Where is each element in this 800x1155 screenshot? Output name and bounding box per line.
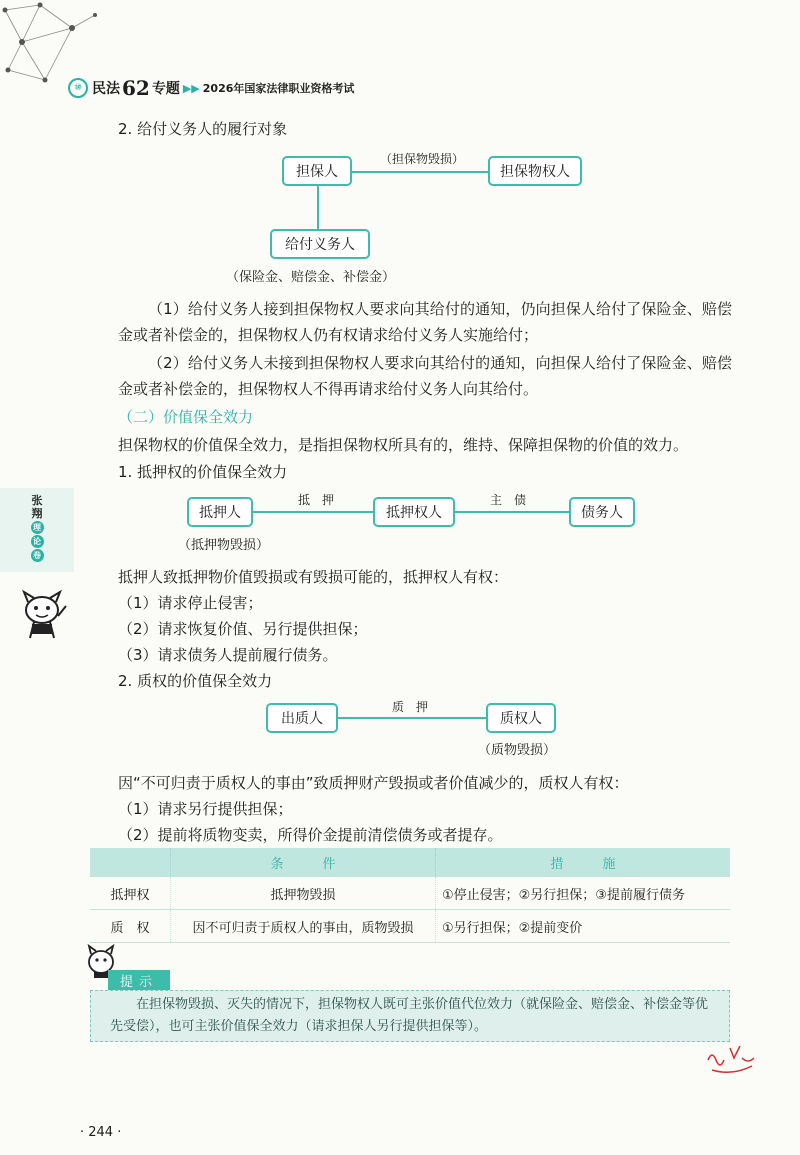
mortgagor-box: 抵押人 — [187, 497, 253, 527]
stamp-mark-icon — [700, 1040, 760, 1080]
main-debt-link-label: 主 债 — [490, 493, 527, 507]
section-heading: 2. 给付义务人的履行对象 — [118, 120, 288, 138]
diagram-connector — [454, 511, 570, 513]
table-cell: 抵押权 — [90, 877, 171, 910]
side-tab-badge: 理 — [31, 521, 44, 534]
debtor-box: 债务人 — [569, 497, 635, 527]
diagram-link-label: （担保物毁损） — [380, 152, 465, 166]
pledgor-box: 出质人 — [266, 703, 338, 733]
pledge-heading: 2. 质权的价值保全效力 — [118, 672, 273, 690]
paragraph: （2）给付义务人未接到担保物权人要求向其给付的通知，向担保人给付了保险金、赔偿金或者补偿金的，担保物权人不得再请求给付义务人向其给付。 — [118, 354, 732, 398]
payer-note: （保险金、赔偿金、补偿金） — [226, 270, 396, 285]
side-tab-char: 翔 — [31, 507, 43, 520]
header-badge-icon: ⑩ — [68, 78, 88, 98]
mortgage-heading: 1. 抵押权的价值保全效力 — [118, 463, 288, 481]
header-unit: 专题 — [151, 81, 180, 97]
tip-text: 在担保物毁损、灭失的情况下，担保物权人既可主张价值代位效力（就保险金、赔偿金、补偿金等优先受偿），也可主张价值保全效力（请求担保人另行提供担保等）。 — [110, 997, 709, 1034]
table-cell: 因不可归责于质权人的事由，质物毁损 — [171, 910, 436, 943]
header-title: 民法 — [92, 81, 120, 97]
table-cell: ①停止侵害；②另行担保；③提前履行债务 — [436, 877, 731, 910]
collateral-holder-box: 担保物权人 — [488, 156, 582, 186]
tip-label: 提示 — [108, 970, 170, 990]
mortgage-link-label: 抵 押 — [298, 493, 335, 507]
paragraph: （1）给付义务人接到担保物权人要求向其给付的通知，仍向担保人给付了保险金、赔偿金或者补偿金的，担保物权人仍有权请求给付义务人实施给付； — [118, 300, 732, 344]
table-header-row — [90, 848, 730, 877]
pledge-link-label: 质 押 — [392, 700, 429, 714]
subsection-heading: （二）价值保全效力 — [118, 408, 254, 426]
page-number: · 244 · — [80, 1125, 122, 1140]
table-row — [90, 877, 730, 910]
pledge-note: （质物毁损） — [478, 743, 557, 758]
paragraph: 因“不可归责于质权人的事由”致质押财产毁损或者价值减少的，质权人有权： — [118, 774, 629, 792]
table-header-cell — [90, 848, 171, 877]
diagram-connector — [252, 511, 374, 513]
pledgee-box: 质权人 — [486, 703, 556, 733]
list-item: （2）提前将质物变卖，所得价金提前清偿债务或者提存。 — [118, 826, 503, 844]
table-cell: 抵押物毁损 — [171, 877, 436, 910]
comparison-table — [90, 848, 730, 943]
header-number: 62 — [122, 76, 150, 100]
diagram-connector — [337, 717, 487, 719]
list-item: （1）请求另行提供担保； — [118, 800, 293, 818]
table-cell: 质 权 — [90, 910, 171, 943]
mascot-icon — [14, 588, 70, 644]
table-cell: ①另行担保；②提前变价 — [436, 910, 731, 943]
side-tab-badge: 卷 — [31, 549, 44, 562]
list-item: （2）请求恢复价值、另行提供担保； — [118, 620, 368, 638]
diagram-connector — [317, 184, 319, 230]
payer-box: 给付义务人 — [270, 229, 370, 259]
side-tab-char: 张 — [31, 494, 43, 507]
side-tab — [0, 488, 74, 572]
running-header — [68, 76, 354, 100]
list-item: （3）请求债务人提前履行债务。 — [118, 646, 338, 664]
header-subtitle: 2026年国家法律职业资格考试 — [202, 82, 355, 95]
mortgagee-box: 抵押权人 — [373, 497, 455, 527]
table-row — [90, 910, 730, 943]
table-header-cell: 措 施 — [436, 848, 731, 877]
diagram-connector — [352, 171, 490, 173]
header-arrows-icon: ▶▶ — [182, 81, 200, 95]
table-header-cell: 条 件 — [171, 848, 436, 877]
list-item: （1）请求停止侵害； — [118, 594, 263, 612]
paragraph: 担保物权的价值保全效力，是指担保物权所具有的，维持、保障担保物的价值的效力。 — [118, 436, 689, 454]
guarantor-box: 担保人 — [282, 156, 352, 186]
side-tab-badge: 论 — [31, 535, 44, 548]
mortgage-note: （抵押物毁损） — [178, 538, 270, 553]
paragraph: 抵押人致抵押物价值毁损或有毁损可能的，抵押权人有权： — [118, 568, 509, 586]
